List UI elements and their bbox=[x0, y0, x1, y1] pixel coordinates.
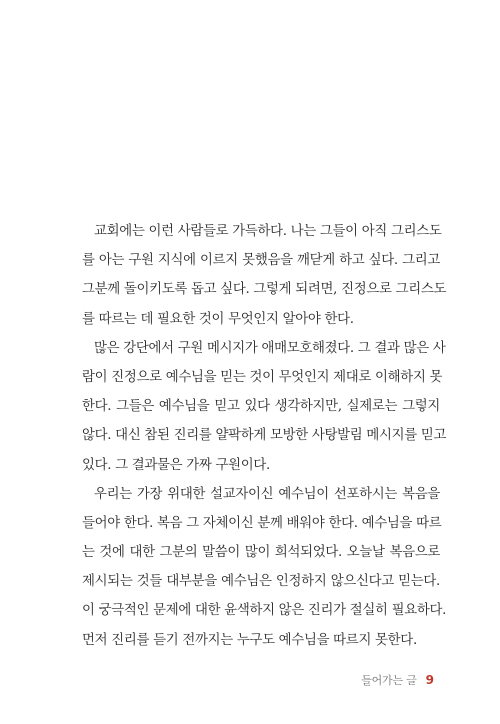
running-footer-title: 들어가는 글 bbox=[361, 674, 417, 687]
text-line: 를 아는 구원 지식에 이르지 못했음을 깨닫게 하고 싶다. 그리고 bbox=[82, 253, 440, 269]
text-line: 들어야 한다. 복음 그 자체이신 분께 배워야 한다. 예수님을 따르 bbox=[82, 515, 442, 531]
text-line: 한다. 그들은 예수님을 믿고 있다 생각하지만, 실제로는 그렇지 bbox=[82, 399, 440, 415]
text-line: 우리는 가장 위대한 설교자이신 예수님이 선포하시는 복음을 bbox=[94, 486, 440, 502]
page-number: 9 bbox=[425, 673, 434, 687]
text-line: 많은 강단에서 구원 메시지가 애매모호해졌다. 그 결과 많은 사 bbox=[94, 340, 446, 356]
text-line: 그분께 돌이키도록 돕고 싶다. 그렇게 되려면, 진정으로 그리스도 bbox=[82, 282, 447, 298]
text-line: 람이 진정으로 예수님을 믿는 것이 무엇인지 제대로 이해하지 못 bbox=[82, 369, 443, 385]
paragraph-2 bbox=[82, 334, 447, 480]
body-text bbox=[82, 217, 447, 655]
text-line: 않다. 대신 참된 진리를 얄팍하게 모방한 사탕발림 메시지를 믿고 bbox=[82, 428, 447, 444]
paragraph-3 bbox=[82, 480, 447, 655]
text-line: 는 것에 대한 그분의 말씀이 많이 희석되었다. 오늘날 복음으로 bbox=[82, 545, 440, 561]
text-line: 교회에는 이런 사람들로 가득하다. 나는 그들이 아직 그리스도 bbox=[94, 224, 442, 239]
paragraph-1 bbox=[82, 217, 447, 334]
page-footer bbox=[361, 672, 434, 688]
text-line: 먼저 진리를 듣기 전까지는 누구도 예수님을 따르지 못한다. bbox=[82, 632, 417, 648]
text-line: 제시되는 것들 대부분을 예수님은 인정하지 않으신다고 믿는다. bbox=[82, 574, 440, 590]
text-line: 이 궁극적인 문제에 대한 윤색하지 않은 진리가 절실히 필요하다. bbox=[82, 603, 447, 619]
text-line: 를 따르는 데 필요한 것이 무엇인지 알아야 한다. bbox=[82, 311, 354, 327]
text-line: 있다. 그 결과물은 가짜 구원이다. bbox=[82, 457, 270, 473]
